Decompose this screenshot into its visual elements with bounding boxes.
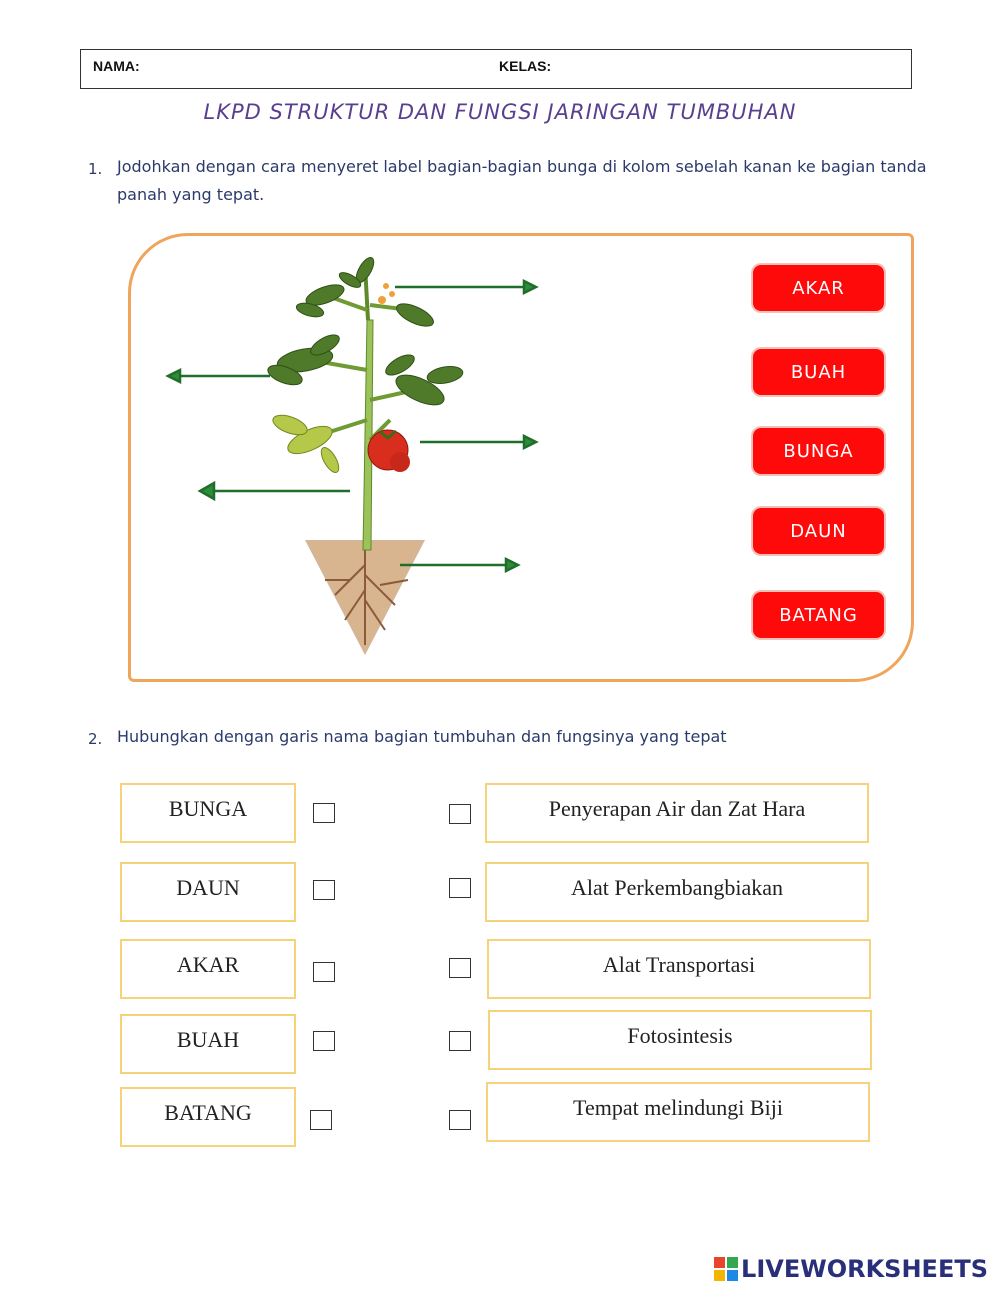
right-connector-5[interactable] <box>449 1110 471 1130</box>
question-2-text: Hubungkan dengan garis nama bagian tumbuhan dan fungsinya yang tepat <box>117 727 727 746</box>
nama-label: NAMA: <box>93 58 140 74</box>
part-box-akar: AKAR <box>120 939 296 999</box>
student-info-box <box>80 49 912 89</box>
right-connector-3[interactable] <box>449 958 471 978</box>
drag-label-bunga[interactable]: BUNGA <box>753 428 884 474</box>
plant-illustration <box>160 250 560 670</box>
drag-label-buah[interactable]: BUAH <box>753 349 884 395</box>
right-connector-1[interactable] <box>449 804 471 824</box>
right-connector-2[interactable] <box>449 878 471 898</box>
part-box-daun: DAUN <box>120 862 296 922</box>
left-connector-1[interactable] <box>313 803 335 823</box>
function-box-5: Tempat melindungi Biji <box>486 1082 870 1142</box>
liveworksheets-brand-text: LIVEWORKSHEETS <box>741 1255 988 1283</box>
part-box-buah: BUAH <box>120 1014 296 1074</box>
kelas-label: KELAS: <box>499 58 552 74</box>
drag-label-batang[interactable]: BATANG <box>753 592 884 638</box>
right-connector-4[interactable] <box>449 1031 471 1051</box>
drag-label-daun[interactable]: DAUN <box>753 508 884 554</box>
question-1-text: Jodohkan dengan cara menyeret label bagian-bagian bunga di kolom sebelah kanan ke bagian tanda panah yang tepat. <box>117 157 927 204</box>
function-box-3: Alat Transportasi <box>487 939 871 999</box>
drag-label-akar[interactable]: AKAR <box>753 265 884 311</box>
question-1-number: 1. <box>88 160 103 178</box>
function-box-1: Penyerapan Air dan Zat Hara <box>485 783 869 843</box>
left-connector-2[interactable] <box>313 880 335 900</box>
left-connector-5[interactable] <box>310 1110 332 1130</box>
liveworksheets-logo-icon <box>714 1257 738 1281</box>
function-box-2: Alat Perkembangbiakan <box>485 862 869 922</box>
left-connector-4[interactable] <box>313 1031 335 1051</box>
left-connector-3[interactable] <box>313 962 335 982</box>
liveworksheets-logo <box>714 1255 988 1283</box>
part-box-bunga: BUNGA <box>120 783 296 843</box>
function-box-4: Fotosintesis <box>488 1010 872 1070</box>
part-box-batang: BATANG <box>120 1087 296 1147</box>
question-2-number: 2. <box>88 730 103 748</box>
page-title: LKPD STRUKTUR DAN FUNGSI JARINGAN TUMBUHAN <box>203 100 797 124</box>
